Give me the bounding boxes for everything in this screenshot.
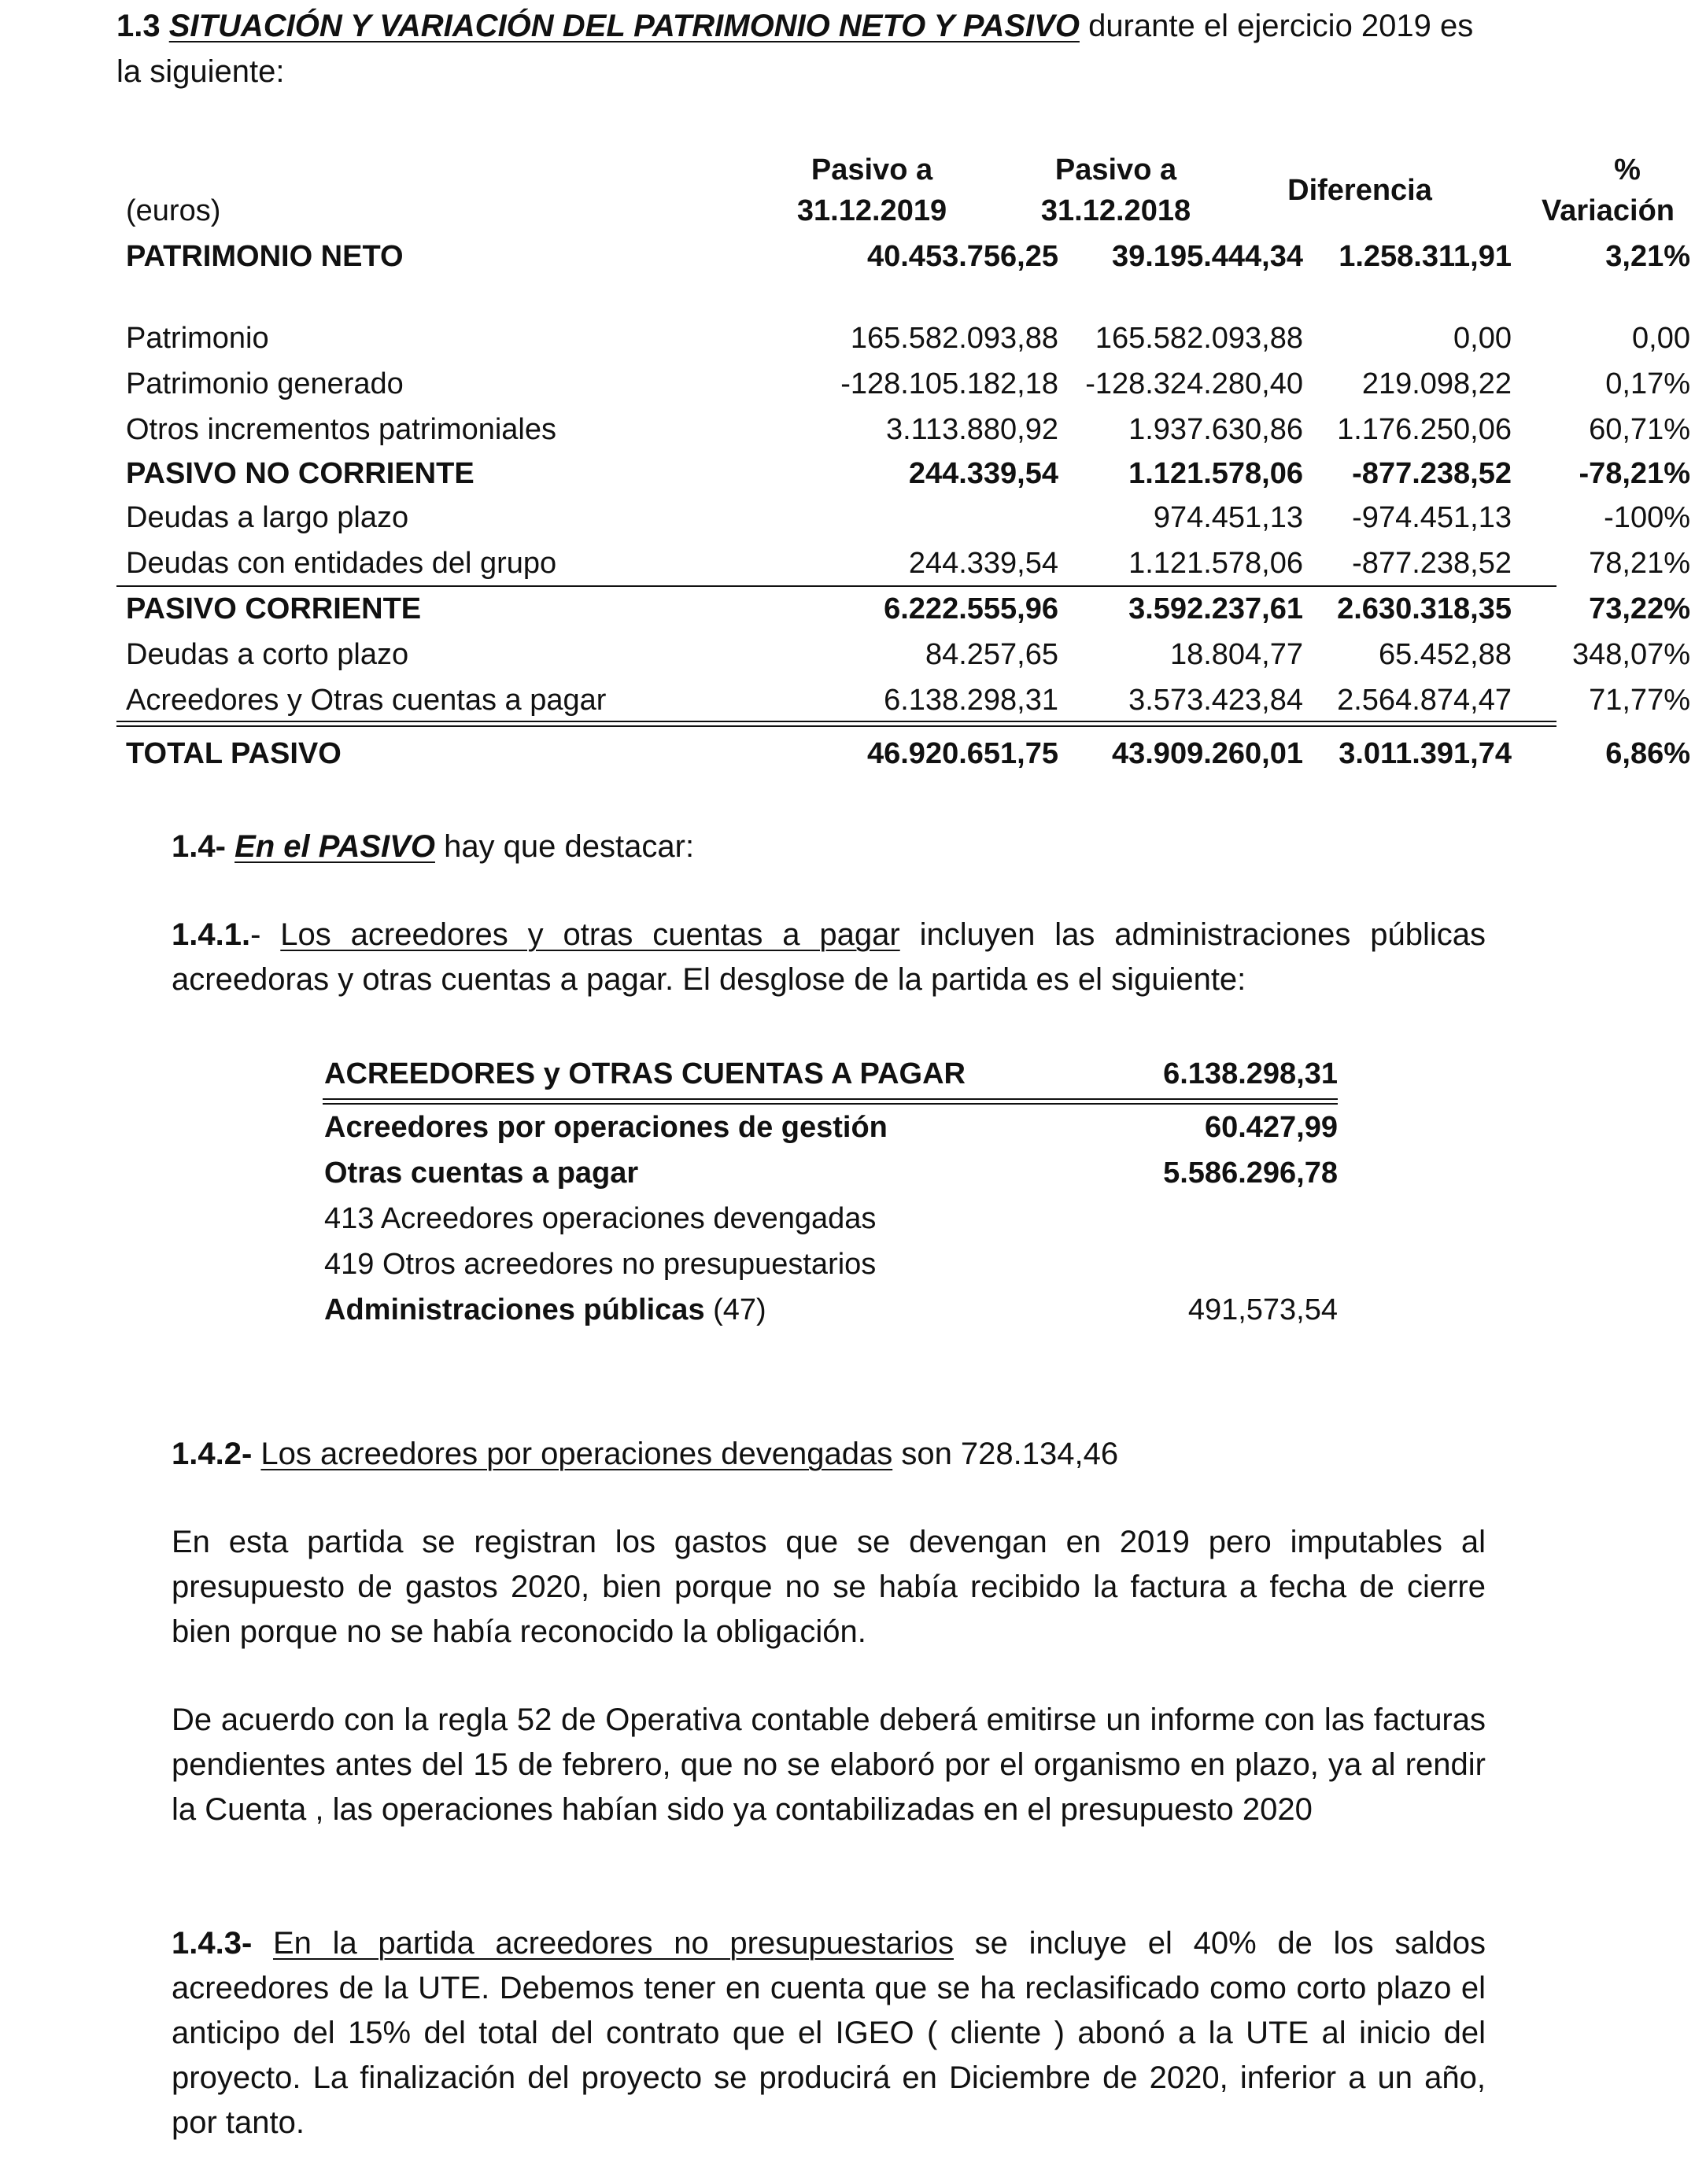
header-label: ACREEDORES y OTRAS CUENTAS A PAGAR bbox=[324, 1057, 966, 1090]
row-label: Patrimonio generado bbox=[126, 367, 404, 400]
table-row bbox=[323, 1287, 1338, 1333]
row-value-2018: 43.909.260,01 bbox=[1111, 737, 1303, 770]
row-label-suffix: (47) bbox=[704, 1293, 766, 1326]
table-row bbox=[323, 1150, 1338, 1196]
row-value-2018: -128.324.280,40 bbox=[1085, 367, 1303, 400]
table-row bbox=[116, 316, 1690, 360]
row-label: Deudas a corto plazo bbox=[126, 638, 409, 671]
row-value-2018: 165.582.093,88 bbox=[1095, 322, 1303, 355]
section-underlined: En el PASIVO bbox=[234, 829, 435, 864]
header-pasivo-2018-line2: 31.12.2018 bbox=[1040, 194, 1191, 227]
row-label: 419 Otros acreedores no presupuestarios bbox=[324, 1248, 877, 1281]
header-pasivo-2018-line1: Pasivo a bbox=[1054, 153, 1177, 186]
table-header-row bbox=[323, 1051, 1338, 1097]
row-diff: 3.011.391,74 bbox=[1339, 737, 1512, 770]
row-pct: 0,17% bbox=[1605, 367, 1690, 400]
row-diff: 1.176.250,06 bbox=[1337, 413, 1512, 446]
section-rest: se incluye el 40% de los saldos acreedores de la UTE. Debemos tener en cuenta que se ha reclasificado como corto plazo el anticipo del 15% del total del contrato que el IGEO ( cliente ) abonó a la UTE al inicio del proyecto. La finalización del proyecto se producirá en Diciembre de 2020, inferior a un año, por tanto. bbox=[172, 1926, 1486, 2140]
row-diff: 2.564.874,47 bbox=[1337, 684, 1512, 717]
row-label: Deudas a largo plazo bbox=[126, 501, 409, 534]
row-diff: 65.452,88 bbox=[1378, 638, 1512, 671]
row-value-2019: 40.453.756,25 bbox=[866, 240, 1058, 273]
table-row bbox=[116, 587, 1690, 631]
table-row bbox=[116, 234, 1690, 279]
section-underlined: Los acreedores y otras cuentas a pagar bbox=[280, 917, 900, 952]
row-diff: 219.098,22 bbox=[1361, 367, 1512, 400]
total-double-rule-top bbox=[116, 721, 1556, 722]
paragraph-1-4-1 bbox=[172, 913, 1486, 1002]
section-number: 1.4- bbox=[172, 829, 226, 864]
table-row bbox=[323, 1196, 1338, 1241]
row-value-2019: -128.105.182,18 bbox=[840, 367, 1058, 400]
unit-label: (euros) bbox=[126, 194, 221, 227]
row-value-2019: 244.339,54 bbox=[908, 547, 1058, 580]
section-underlined: Los acreedores por operaciones devengadas bbox=[260, 1437, 893, 1471]
row-value: 491,573,54 bbox=[1187, 1293, 1338, 1326]
row-pct: 78,21% bbox=[1589, 547, 1690, 580]
row-value-2019: 46.920.651,75 bbox=[866, 737, 1058, 770]
row-value-2019: 84.257,65 bbox=[925, 638, 1058, 671]
row-diff: 0,00 bbox=[1453, 322, 1512, 355]
paragraph-1-4-2 bbox=[172, 1432, 1486, 1477]
row-pct: 73,22% bbox=[1589, 592, 1690, 625]
row-pct: 348,07% bbox=[1571, 638, 1690, 671]
section-rest: hay que destacar: bbox=[434, 829, 695, 864]
section-number: 1.4.2- bbox=[172, 1437, 253, 1471]
row-pct: 6,86% bbox=[1605, 737, 1690, 770]
row-label: Acreedores por operaciones de gestión bbox=[324, 1111, 888, 1144]
table-row bbox=[116, 452, 1690, 496]
section-heading-1-4 bbox=[172, 825, 1486, 869]
section-dash: - bbox=[250, 917, 281, 952]
row-label: 413 Acreedores operaciones devengadas bbox=[324, 1202, 877, 1235]
section-number: 1.4.1. bbox=[172, 917, 251, 952]
row-value-2018: 1.121.578,06 bbox=[1128, 457, 1303, 490]
row-value-2018: 3.573.423,84 bbox=[1128, 684, 1303, 717]
header-variacion-line2: Variación bbox=[1542, 194, 1675, 227]
row-pct: 3,21% bbox=[1605, 240, 1690, 273]
row-label: Otros incrementos patrimoniales bbox=[126, 413, 556, 446]
row-pct: -100% bbox=[1604, 501, 1690, 534]
row-value-2019: 3.113.880,92 bbox=[885, 413, 1058, 446]
row-diff: 1.258.311,91 bbox=[1339, 240, 1512, 273]
row-diff: -974.451,13 bbox=[1352, 501, 1512, 534]
acreedores-breakdown-table bbox=[323, 1051, 1338, 1350]
row-pct: -78,21% bbox=[1579, 457, 1690, 490]
section-rest: incluyen las administraciones públicas acreedoras y otras cuentas a pagar. El desglose de la partida es el siguiente: bbox=[172, 917, 1486, 997]
row-diff: -877.238,52 bbox=[1352, 457, 1512, 490]
header-rule-top bbox=[323, 1098, 1338, 1100]
table-row bbox=[116, 362, 1690, 406]
paragraph-1-4-3 bbox=[172, 1921, 1486, 2145]
header-pasivo-2019 bbox=[754, 149, 990, 231]
row-pct: 60,71% bbox=[1589, 413, 1690, 446]
section-number: 1.4.3- bbox=[172, 1926, 253, 1961]
heading-number: 1.3 bbox=[116, 9, 161, 43]
table-row-total bbox=[116, 732, 1690, 776]
row-value-2018: 3.592.237,61 bbox=[1128, 592, 1303, 625]
row-diff: -877.238,52 bbox=[1352, 547, 1512, 580]
header-variacion bbox=[1501, 149, 1706, 231]
table-row bbox=[323, 1105, 1338, 1150]
row-label-main: Administraciones públicas bbox=[324, 1293, 705, 1326]
table-row bbox=[323, 1241, 1338, 1287]
row-label: Deudas con entidades del grupo bbox=[126, 547, 557, 580]
table-row bbox=[116, 633, 1690, 677]
patrimonio-pasivo-table bbox=[116, 142, 1690, 787]
table-row bbox=[116, 408, 1690, 452]
row-value-2019: 244.339,54 bbox=[908, 457, 1058, 490]
paragraph-devengadas: En esta partida se registran los gastos que se devengan en 2019 pero imputables al presupuesto de gastos 2020, bien porque no se había recibido la factura a fecha de cierre bien porque no se había reconocido la obligación. bbox=[172, 1525, 1486, 1649]
row-label: Acreedores y Otras cuentas a pagar bbox=[126, 684, 607, 717]
header-pasivo-2019-line1: Pasivo a bbox=[811, 153, 933, 186]
total-double-rule-bottom bbox=[116, 725, 1556, 727]
header-pasivo-2019-line2: 31.12.2019 bbox=[796, 194, 947, 227]
header-value: 6.138.298,31 bbox=[1163, 1057, 1338, 1090]
section-rest: son 728.134,46 bbox=[892, 1437, 1119, 1471]
row-pct: 71,77% bbox=[1589, 684, 1690, 717]
table-row bbox=[116, 541, 1690, 585]
header-variacion-line1: % bbox=[1614, 153, 1641, 186]
row-label: PASIVO NO CORRIENTE bbox=[126, 457, 475, 490]
row-label: Patrimonio bbox=[126, 322, 269, 355]
row-value-2019: 6.138.298,31 bbox=[884, 684, 1058, 717]
row-value-2018: 18.804,77 bbox=[1169, 638, 1303, 671]
heading-title: SITUACIÓN Y VARIACIÓN DEL PATRIMONIO NETO Y PASIVO bbox=[168, 9, 1080, 43]
table-row bbox=[116, 496, 1690, 540]
section-heading-1-3 bbox=[116, 3, 1501, 94]
header-diferencia: Diferencia bbox=[1287, 174, 1432, 207]
row-value: 5.586.296,78 bbox=[1163, 1157, 1338, 1190]
row-value-2018: 974.451,13 bbox=[1153, 501, 1303, 534]
row-label: PASIVO CORRIENTE bbox=[126, 592, 422, 625]
row-value-2018: 39.195.444,34 bbox=[1111, 240, 1303, 273]
row-value-2019: 165.582.093,88 bbox=[850, 322, 1058, 355]
row-value-2018: 1.937.630,86 bbox=[1128, 413, 1303, 446]
row-value: 60.427,99 bbox=[1204, 1111, 1338, 1144]
table-row bbox=[116, 678, 1690, 722]
paragraph-regla-52: De acuerdo con la regla 52 de Operativa contable deberá emitirse un informe con las facturas pendientes antes del 15 de febrero, que no se elaboró por el organismo en plazo, ya al rendir la Cuenta , las operaciones habían sido ya contabilizadas en el presupuesto 2020 bbox=[172, 1703, 1486, 1827]
row-diff: 2.630.318,35 bbox=[1337, 592, 1512, 625]
row-value-2018: 1.121.578,06 bbox=[1128, 547, 1303, 580]
row-label: Otras cuentas a pagar bbox=[324, 1157, 639, 1190]
row-label: TOTAL PASIVO bbox=[126, 737, 342, 770]
heading-rest: durante el ejercicio 2019 es la siguiente: bbox=[116, 9, 1474, 89]
row-value-2019: 6.222.555,96 bbox=[884, 592, 1058, 625]
header-pasivo-2018 bbox=[998, 149, 1234, 231]
row-label: PATRIMONIO NETO bbox=[126, 240, 404, 273]
row-pct: 0,00 bbox=[1632, 322, 1690, 355]
section-underlined: En la partida acreedores no presupuestarios bbox=[272, 1926, 954, 1961]
row-label bbox=[324, 1287, 766, 1333]
